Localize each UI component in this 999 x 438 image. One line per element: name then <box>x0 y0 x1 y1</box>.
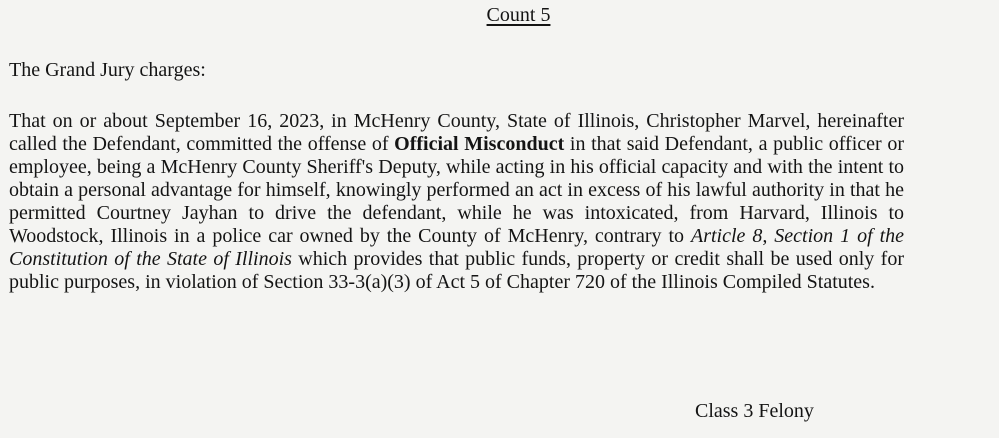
charge-paragraph <box>9 110 904 294</box>
charge-text-part1: That on or about September 16, 2023, in McHenry County, State of Illinois, Christopher Marvel, hereinafter called the Defendant, committed the offense of <box>9 110 904 155</box>
felony-classification: Class 3 Felony <box>695 400 814 422</box>
offense-name: Official Misconduct <box>394 133 565 155</box>
charge-text-part2: in that said Defendant, a public officer or employee, being a McHenry County Sheriff's Deputy, while acting in his official capacity and with the intent to obtain a personal advantage for himself, knowingly performed an act in excess of his lawful authority in that he permitted Courtney Jayhan to drive the defendant, while he was intoxicated, from Harvard, Illinois to Woodstock, Illinois in a police car owned by the County of McHenry, contrary to <box>9 133 904 247</box>
grand-jury-intro: The Grand Jury charges: <box>9 59 206 81</box>
count-heading: Count 5 <box>486 4 551 26</box>
constitution-citation: Article 8, Section 1 of the Constitution of the State of Illinois <box>9 225 905 270</box>
charge-text-part3: which provides that public funds, property or credit shall be used only for public purposes, in violation of Section 33-3(a)(3) of Act 5 of Chapter 720 of the Illinois Compiled Statutes. <box>9 248 904 293</box>
